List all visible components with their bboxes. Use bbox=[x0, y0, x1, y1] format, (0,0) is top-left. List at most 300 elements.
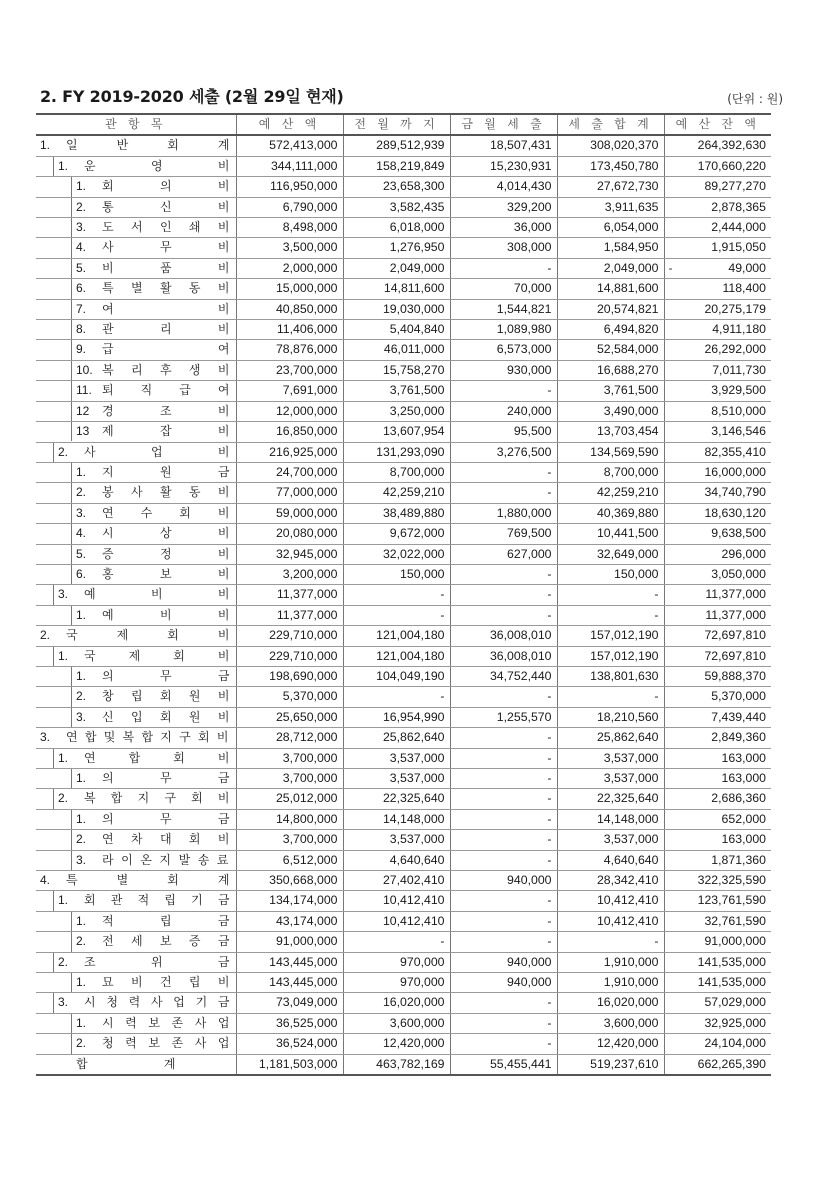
cell-total: 3,911,635 bbox=[557, 197, 664, 217]
row-category-cell bbox=[36, 177, 236, 197]
cell-budget: 344,111,000 bbox=[236, 156, 343, 176]
cell-budget: 73,049,000 bbox=[236, 993, 343, 1013]
row-number: 2. bbox=[76, 1036, 87, 1051]
cell-prev: - bbox=[343, 585, 450, 605]
row-category-cell bbox=[36, 891, 236, 911]
row-label: 연 수 회 비 bbox=[102, 505, 230, 520]
grand-total-remain: 662,265,390 bbox=[664, 1054, 771, 1075]
row-category-cell bbox=[36, 993, 236, 1013]
cell-remain bbox=[664, 258, 771, 278]
row-label: 회 의 비 bbox=[102, 179, 230, 194]
row-number: 1. bbox=[40, 138, 51, 153]
row-label: 증 정 비 bbox=[102, 546, 230, 561]
cell-month: - bbox=[450, 1034, 557, 1054]
row-label: 적 립 금 bbox=[102, 913, 230, 928]
table-row bbox=[36, 605, 771, 625]
row-number: 13 bbox=[76, 424, 90, 439]
cell-total: 4,640,640 bbox=[557, 850, 664, 870]
cell-budget: 134,174,000 bbox=[236, 891, 343, 911]
cell-total: 157,012,190 bbox=[557, 646, 664, 666]
row-label: 시 력 보 존 사 업 bbox=[102, 1015, 230, 1030]
row-category-cell bbox=[36, 422, 236, 442]
table-row bbox=[36, 789, 771, 809]
cell-remain: 89,277,270 bbox=[664, 177, 771, 197]
cell-prev: 150,000 bbox=[343, 564, 450, 584]
row-label: 봉 사 활 동 비 bbox=[102, 485, 230, 500]
cell-prev: 16,020,000 bbox=[343, 993, 450, 1013]
row-label: 시 청 력 사 업 기 금 bbox=[84, 995, 230, 1010]
grand-total-label-cell bbox=[36, 1054, 236, 1075]
cell-remain: 322,325,590 bbox=[664, 871, 771, 891]
cell-budget: 91,000,000 bbox=[236, 932, 343, 952]
row-category-cell bbox=[36, 564, 236, 584]
row-number: 4. bbox=[40, 873, 51, 888]
row-category-cell bbox=[36, 687, 236, 707]
cell-budget: 14,800,000 bbox=[236, 809, 343, 829]
cell-prev: 131,293,090 bbox=[343, 442, 450, 462]
cell-prev: 3,537,000 bbox=[343, 830, 450, 850]
cell-budget: 25,650,000 bbox=[236, 707, 343, 727]
cell-prev: 19,030,000 bbox=[343, 299, 450, 319]
cell-month: - bbox=[450, 728, 557, 748]
row-number: 1. bbox=[76, 668, 87, 683]
cell-month: 4,014,430 bbox=[450, 177, 557, 197]
cell-prev: 3,537,000 bbox=[343, 769, 450, 789]
cell-budget: 143,445,000 bbox=[236, 952, 343, 972]
row-category-cell bbox=[36, 911, 236, 931]
row-number: 3. bbox=[40, 730, 51, 745]
cell-total: 6,054,000 bbox=[557, 218, 664, 238]
cell-budget: 3,500,000 bbox=[236, 238, 343, 258]
cell-prev: 1,276,950 bbox=[343, 238, 450, 258]
cell-remain: 72,697,810 bbox=[664, 646, 771, 666]
cell-prev: - bbox=[343, 932, 450, 952]
row-category-cell bbox=[36, 585, 236, 605]
cell-prev: 158,219,849 bbox=[343, 156, 450, 176]
cell-total: - bbox=[557, 605, 664, 625]
cell-total: 3,600,000 bbox=[557, 1013, 664, 1033]
cell-budget: 7,691,000 bbox=[236, 381, 343, 401]
grand-total-row bbox=[36, 1054, 771, 1075]
row-category-cell bbox=[36, 871, 236, 891]
cell-month: - bbox=[450, 748, 557, 768]
row-label: 여 비 bbox=[102, 301, 230, 316]
cell-month: - bbox=[450, 381, 557, 401]
table-row bbox=[36, 687, 771, 707]
cell-month: - bbox=[450, 605, 557, 625]
row-label: 묘 비 건 립 비 bbox=[102, 975, 230, 990]
cell-month: 18,507,431 bbox=[450, 135, 557, 156]
cell-month: 3,276,500 bbox=[450, 442, 557, 462]
table-row bbox=[36, 524, 771, 544]
cell-month: 36,008,010 bbox=[450, 646, 557, 666]
header-total-spent: 세 출 합 계 bbox=[557, 114, 664, 135]
cell-prev: 14,811,600 bbox=[343, 279, 450, 299]
row-category-cell bbox=[36, 360, 236, 380]
cell-budget: 78,876,000 bbox=[236, 340, 343, 360]
cell-month: 95,500 bbox=[450, 422, 557, 442]
cell-total: 3,761,500 bbox=[557, 381, 664, 401]
cell-month: 308,000 bbox=[450, 238, 557, 258]
cell-total: 25,862,640 bbox=[557, 728, 664, 748]
cell-budget: 5,370,000 bbox=[236, 687, 343, 707]
cell-remain: 91,000,000 bbox=[664, 932, 771, 952]
row-label: 복 합 지 구 회 비 bbox=[84, 791, 230, 806]
row-category-cell bbox=[36, 626, 236, 646]
cell-prev: 8,700,000 bbox=[343, 462, 450, 482]
row-number: 1. bbox=[76, 464, 87, 479]
cell-remain: 1,871,360 bbox=[664, 850, 771, 870]
row-number: 5. bbox=[76, 260, 87, 275]
row-number: 3. bbox=[76, 220, 87, 235]
cell-remain: 652,000 bbox=[664, 809, 771, 829]
cell-total: 18,210,560 bbox=[557, 707, 664, 727]
cell-month: 1,255,570 bbox=[450, 707, 557, 727]
cell-remain: 82,355,410 bbox=[664, 442, 771, 462]
cell-total: 16,688,270 bbox=[557, 360, 664, 380]
grand-total-prev: 463,782,169 bbox=[343, 1054, 450, 1075]
cell-month: 329,200 bbox=[450, 197, 557, 217]
cell-remain: 163,000 bbox=[664, 748, 771, 768]
cell-month: - bbox=[450, 789, 557, 809]
row-category-cell bbox=[36, 279, 236, 299]
table-row bbox=[36, 218, 771, 238]
row-number: 1. bbox=[76, 771, 87, 785]
table-row bbox=[36, 646, 771, 666]
cell-remain: 20,275,179 bbox=[664, 299, 771, 319]
cell-budget: 15,000,000 bbox=[236, 279, 343, 299]
row-number: 1. bbox=[58, 750, 69, 765]
table-row bbox=[36, 952, 771, 972]
cell-remain: 16,000,000 bbox=[664, 462, 771, 482]
row-category-cell bbox=[36, 135, 236, 156]
cell-prev: 104,049,190 bbox=[343, 666, 450, 686]
cell-prev: 12,420,000 bbox=[343, 1034, 450, 1054]
row-number: 2. bbox=[58, 791, 69, 806]
cell-month: 627,000 bbox=[450, 544, 557, 564]
row-category-cell bbox=[36, 932, 236, 952]
cell-total: 14,881,600 bbox=[557, 279, 664, 299]
cell-month: 15,230,931 bbox=[450, 156, 557, 176]
header-prev-month: 전 월 까 지 bbox=[343, 114, 450, 135]
unit-note: (단위 : 원) bbox=[727, 92, 783, 106]
cell-total: 27,672,730 bbox=[557, 177, 664, 197]
row-number: 2. bbox=[58, 954, 69, 969]
cell-remain: 3,929,500 bbox=[664, 381, 771, 401]
cell-value: 49,000 bbox=[728, 260, 766, 275]
cell-month: - bbox=[450, 687, 557, 707]
row-label: 사 무 비 bbox=[102, 240, 230, 255]
row-number: 1. bbox=[76, 1015, 87, 1030]
row-number: 2. bbox=[76, 689, 87, 704]
row-category-cell bbox=[36, 748, 236, 768]
cell-prev: 9,672,000 bbox=[343, 524, 450, 544]
row-category-cell bbox=[36, 973, 236, 993]
cell-prev: 16,954,990 bbox=[343, 707, 450, 727]
cell-prev: 6,018,000 bbox=[343, 218, 450, 238]
cell-prev: 4,640,640 bbox=[343, 850, 450, 870]
row-number: 1. bbox=[76, 913, 87, 928]
row-number: 2. bbox=[76, 199, 87, 214]
table-row bbox=[36, 809, 771, 829]
cell-total: 138,801,630 bbox=[557, 666, 664, 686]
cell-prev: 13,607,954 bbox=[343, 422, 450, 442]
cell-remain: 123,761,590 bbox=[664, 891, 771, 911]
cell-prev: 32,022,000 bbox=[343, 544, 450, 564]
cell-remain: 163,000 bbox=[664, 830, 771, 850]
cell-remain: 1,915,050 bbox=[664, 238, 771, 258]
cell-total: 308,020,370 bbox=[557, 135, 664, 156]
header-budget: 예 산 액 bbox=[236, 114, 343, 135]
cell-budget: 143,445,000 bbox=[236, 973, 343, 993]
cell-prev: 3,761,500 bbox=[343, 381, 450, 401]
grand-total-month: 55,455,441 bbox=[450, 1054, 557, 1075]
row-number: 1. bbox=[58, 158, 69, 173]
row-category-cell bbox=[36, 646, 236, 666]
cell-month: 1,880,000 bbox=[450, 503, 557, 523]
table-row bbox=[36, 442, 771, 462]
row-number: 1. bbox=[58, 893, 69, 908]
row-number: 10. bbox=[76, 362, 93, 377]
cell-budget: 11,377,000 bbox=[236, 605, 343, 625]
cell-total: 28,342,410 bbox=[557, 871, 664, 891]
cell-total: 134,569,590 bbox=[557, 442, 664, 462]
row-label: 국 제 회 비 bbox=[84, 648, 230, 663]
table-row bbox=[36, 156, 771, 176]
cell-budget: 3,700,000 bbox=[236, 830, 343, 850]
row-category-cell bbox=[36, 258, 236, 278]
cell-remain: 24,104,000 bbox=[664, 1034, 771, 1054]
cell-budget: 36,525,000 bbox=[236, 1013, 343, 1033]
header-remaining: 예 산 잔 액 bbox=[664, 114, 771, 135]
row-number: 2. bbox=[76, 934, 87, 949]
cell-remain: 3,050,000 bbox=[664, 564, 771, 584]
cell-remain: 2,849,360 bbox=[664, 728, 771, 748]
cell-prev: 121,004,180 bbox=[343, 646, 450, 666]
cell-month: - bbox=[450, 564, 557, 584]
cell-prev: 289,512,939 bbox=[343, 135, 450, 156]
row-label: 특 별 활 동 비 bbox=[102, 281, 230, 296]
row-label: 일 반 회 계 bbox=[66, 138, 230, 153]
row-number: 3. bbox=[76, 505, 87, 520]
table-row bbox=[36, 585, 771, 605]
table-row bbox=[36, 320, 771, 340]
row-label: 청 력 보 존 사 업 bbox=[102, 1036, 230, 1051]
row-label: 특 별 회 계 bbox=[66, 873, 230, 888]
cell-total: 6,494,820 bbox=[557, 320, 664, 340]
row-label: 비 품 비 bbox=[102, 260, 230, 275]
row-label: 제 잡 비 bbox=[102, 424, 230, 439]
cell-month: - bbox=[450, 809, 557, 829]
cell-total: 14,148,000 bbox=[557, 809, 664, 829]
row-label: 연 합 회 비 bbox=[84, 750, 230, 765]
table-row bbox=[36, 1013, 771, 1033]
header-category: 관 항 목 bbox=[36, 114, 236, 135]
cell-remain: 34,740,790 bbox=[664, 483, 771, 503]
cell-remain: 3,146,546 bbox=[664, 422, 771, 442]
cell-month: - bbox=[450, 850, 557, 870]
cell-budget: 198,690,000 bbox=[236, 666, 343, 686]
cell-prev: 46,011,000 bbox=[343, 340, 450, 360]
row-number: 1. bbox=[76, 179, 87, 194]
cell-prev: 5,404,840 bbox=[343, 320, 450, 340]
table-row bbox=[36, 462, 771, 482]
table-row bbox=[36, 177, 771, 197]
table-row bbox=[36, 197, 771, 217]
cell-remain: 26,292,000 bbox=[664, 340, 771, 360]
table-row bbox=[36, 830, 771, 850]
table-row bbox=[36, 728, 771, 748]
grand-total-total: 519,237,610 bbox=[557, 1054, 664, 1075]
cell-budget: 25,012,000 bbox=[236, 789, 343, 809]
row-label: 전 세 보 증 금 bbox=[102, 934, 230, 949]
cell-budget: 11,406,000 bbox=[236, 320, 343, 340]
row-category-cell bbox=[36, 442, 236, 462]
cell-month: 240,000 bbox=[450, 401, 557, 421]
cell-budget: 36,524,000 bbox=[236, 1034, 343, 1054]
cell-budget: 40,850,000 bbox=[236, 299, 343, 319]
cell-budget: 3,200,000 bbox=[236, 564, 343, 584]
cell-budget: 8,498,000 bbox=[236, 218, 343, 238]
row-category-cell bbox=[36, 299, 236, 319]
cell-month: - bbox=[450, 483, 557, 503]
cell-total: 12,420,000 bbox=[557, 1034, 664, 1054]
cell-month: - bbox=[450, 585, 557, 605]
table-row bbox=[36, 135, 771, 156]
cell-total: 10,441,500 bbox=[557, 524, 664, 544]
cell-total: - bbox=[557, 932, 664, 952]
table-row bbox=[36, 258, 771, 278]
cell-month: 1,089,980 bbox=[450, 320, 557, 340]
cell-budget: 6,790,000 bbox=[236, 197, 343, 217]
table-row bbox=[36, 401, 771, 421]
cell-budget: 6,512,000 bbox=[236, 850, 343, 870]
cell-total: 32,649,000 bbox=[557, 544, 664, 564]
row-category-cell bbox=[36, 809, 236, 829]
cell-remain: 118,400 bbox=[664, 279, 771, 299]
table-row bbox=[36, 503, 771, 523]
cell-remain: 9,638,500 bbox=[664, 524, 771, 544]
cell-total: 2,049,000 bbox=[557, 258, 664, 278]
cell-total: 20,574,821 bbox=[557, 299, 664, 319]
row-number: 2. bbox=[76, 485, 87, 500]
cell-remain: 7,439,440 bbox=[664, 707, 771, 727]
cell-total: 42,259,210 bbox=[557, 483, 664, 503]
cell-budget: 350,668,000 bbox=[236, 871, 343, 891]
row-category-cell bbox=[36, 401, 236, 421]
row-number: 1. bbox=[76, 975, 87, 990]
cell-remain: 141,535,000 bbox=[664, 952, 771, 972]
row-number: 6. bbox=[76, 566, 87, 581]
cell-total: 10,412,410 bbox=[557, 911, 664, 931]
table-row bbox=[36, 748, 771, 768]
row-label: 퇴 직 급 여 bbox=[102, 383, 230, 398]
cell-budget: 11,377,000 bbox=[236, 585, 343, 605]
cell-month: - bbox=[450, 932, 557, 952]
cell-budget: 23,700,000 bbox=[236, 360, 343, 380]
row-number: 2. bbox=[58, 444, 69, 459]
row-number: 7. bbox=[76, 301, 87, 316]
grand-total-label: 합 계 bbox=[76, 1056, 176, 1071]
cell-total: 8,700,000 bbox=[557, 462, 664, 482]
table-row bbox=[36, 666, 771, 686]
cell-month: - bbox=[450, 993, 557, 1013]
cell-prev: 25,862,640 bbox=[343, 728, 450, 748]
row-label: 연 합 및 복 합 지 구 회 비 bbox=[66, 730, 230, 745]
expenditure-table bbox=[36, 113, 771, 1076]
cell-total: - bbox=[557, 585, 664, 605]
row-label: 국 제 회 비 bbox=[66, 628, 230, 643]
cell-month: - bbox=[450, 1013, 557, 1033]
cell-total: 150,000 bbox=[557, 564, 664, 584]
table-row bbox=[36, 1034, 771, 1054]
cell-month: 34,752,440 bbox=[450, 666, 557, 686]
table-row bbox=[36, 381, 771, 401]
table-row bbox=[36, 973, 771, 993]
cell-month: - bbox=[450, 769, 557, 789]
cell-remain: 2,444,000 bbox=[664, 218, 771, 238]
table-row bbox=[36, 707, 771, 727]
cell-remain: 72,697,810 bbox=[664, 626, 771, 646]
table-row bbox=[36, 483, 771, 503]
row-label: 경 조 비 bbox=[102, 403, 230, 418]
cell-total: 1,584,950 bbox=[557, 238, 664, 258]
cell-prev: 970,000 bbox=[343, 952, 450, 972]
cell-total: 1,910,000 bbox=[557, 952, 664, 972]
cell-budget: 216,925,000 bbox=[236, 442, 343, 462]
table-row bbox=[36, 360, 771, 380]
cell-month: 70,000 bbox=[450, 279, 557, 299]
row-category-cell bbox=[36, 462, 236, 482]
cell-total: 157,012,190 bbox=[557, 626, 664, 646]
row-number: 6. bbox=[76, 281, 87, 296]
row-category-cell bbox=[36, 1013, 236, 1033]
row-number: 3. bbox=[76, 852, 87, 867]
cell-month: 940,000 bbox=[450, 952, 557, 972]
cell-budget: 2,000,000 bbox=[236, 258, 343, 278]
cell-prev: 121,004,180 bbox=[343, 626, 450, 646]
table-row bbox=[36, 871, 771, 891]
row-category-cell bbox=[36, 1034, 236, 1054]
cell-total: 13,703,454 bbox=[557, 422, 664, 442]
row-number: 1. bbox=[58, 648, 69, 663]
cell-month: 940,000 bbox=[450, 871, 557, 891]
table-row bbox=[36, 544, 771, 564]
row-label: 연 차 대 회 비 bbox=[102, 832, 230, 847]
cell-remain: 32,925,000 bbox=[664, 1013, 771, 1033]
cell-budget: 12,000,000 bbox=[236, 401, 343, 421]
row-label: 예 비 비 bbox=[102, 607, 230, 622]
row-label: 관 리 비 bbox=[102, 322, 230, 337]
table-header-row bbox=[36, 114, 771, 135]
table-row bbox=[36, 850, 771, 870]
row-label: 홍 보 비 bbox=[102, 566, 230, 581]
row-category-cell bbox=[36, 197, 236, 217]
cell-budget: 32,945,000 bbox=[236, 544, 343, 564]
cell-budget: 59,000,000 bbox=[236, 503, 343, 523]
cell-remain: 57,029,000 bbox=[664, 993, 771, 1013]
cell-remain: 2,878,365 bbox=[664, 197, 771, 217]
cell-month: - bbox=[450, 258, 557, 278]
row-category-cell bbox=[36, 503, 236, 523]
cell-total: 173,450,780 bbox=[557, 156, 664, 176]
cell-remain: 2,686,360 bbox=[664, 789, 771, 809]
cell-remain: 59,888,370 bbox=[664, 666, 771, 686]
row-category-cell bbox=[36, 850, 236, 870]
row-number: 8. bbox=[76, 322, 87, 337]
row-label: 통 신 비 bbox=[102, 199, 230, 214]
cell-prev: 3,250,000 bbox=[343, 401, 450, 421]
